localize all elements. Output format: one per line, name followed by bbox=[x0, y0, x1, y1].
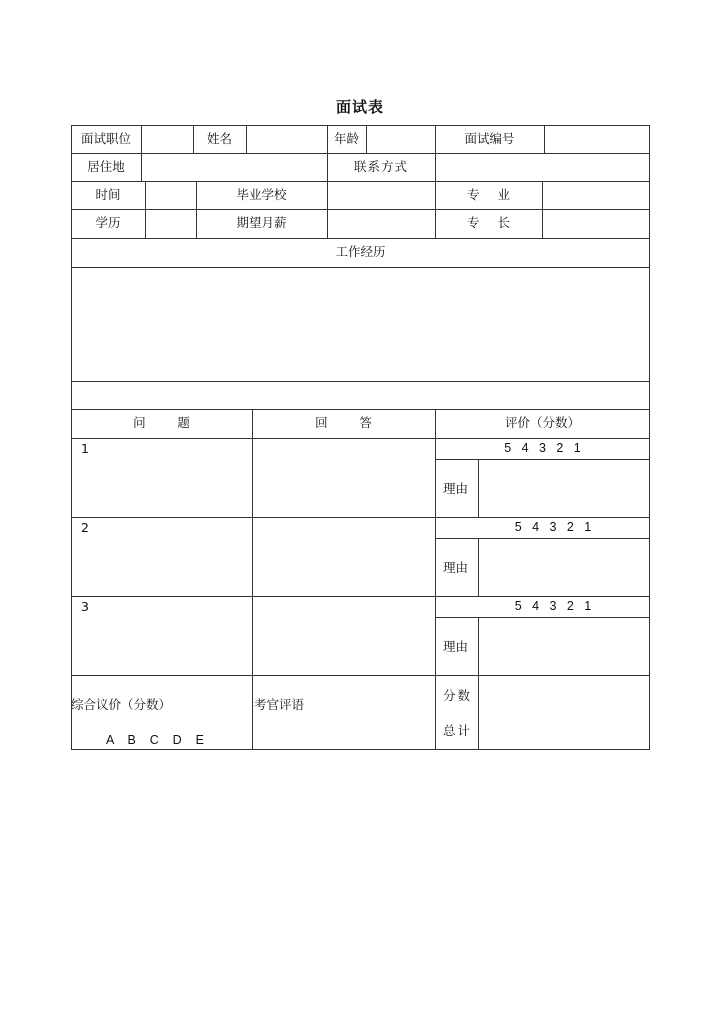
label-school: 毕业学校 bbox=[236, 187, 287, 202]
col-divider bbox=[478, 459, 479, 517]
col-divider bbox=[435, 409, 436, 750]
form-title: 面试表 bbox=[335, 98, 384, 116]
col-divider bbox=[478, 617, 479, 675]
row-divider bbox=[71, 675, 650, 676]
label-reason: 理由 bbox=[443, 639, 469, 654]
header-evaluation: 评价（分数） bbox=[504, 415, 580, 430]
row-divider bbox=[71, 153, 650, 154]
row-divider bbox=[71, 596, 650, 597]
label-major: 专 业 bbox=[467, 187, 510, 202]
label-examiner-comments: 考官评语 bbox=[254, 697, 305, 712]
label-reason: 理由 bbox=[443, 560, 469, 575]
col-divider bbox=[478, 675, 479, 750]
col-divider bbox=[141, 125, 142, 181]
question-number: 1 bbox=[81, 441, 89, 456]
label-score: 分数 bbox=[443, 688, 473, 703]
header-question: 问 题 bbox=[133, 415, 190, 430]
label-reason: 理由 bbox=[443, 481, 469, 496]
row-divider bbox=[71, 267, 650, 268]
label-age: 年龄 bbox=[333, 131, 359, 146]
label-overall-evaluation: 综合议价（分数） bbox=[71, 697, 172, 712]
score-divider bbox=[435, 459, 650, 460]
label-name: 姓名 bbox=[206, 131, 232, 146]
header-answer: 回 答 bbox=[315, 415, 372, 430]
row-divider bbox=[71, 517, 650, 518]
row-divider bbox=[71, 438, 650, 439]
col-divider bbox=[145, 181, 146, 238]
col-divider bbox=[544, 125, 545, 153]
score-scale: 5 4 3 2 1 bbox=[504, 441, 581, 455]
label-specialty: 专 长 bbox=[467, 215, 510, 230]
score-divider bbox=[435, 617, 650, 618]
col-divider bbox=[252, 409, 253, 750]
label-contact: 联系方式 bbox=[353, 159, 408, 174]
score-scale: 5 4 3 2 1 bbox=[514, 599, 592, 613]
score-scale: 5 4 3 2 1 bbox=[514, 520, 592, 534]
label-total: 总计 bbox=[443, 723, 473, 738]
row-divider bbox=[71, 181, 650, 182]
grade-options: A B C D E bbox=[106, 733, 204, 747]
question-number: 2 bbox=[81, 520, 89, 535]
question-number: 3 bbox=[81, 599, 89, 614]
label-position: 面试职位 bbox=[80, 131, 131, 146]
label-work-history: 工作经历 bbox=[335, 244, 386, 259]
score-divider bbox=[435, 538, 650, 539]
label-address: 居住地 bbox=[87, 159, 125, 174]
label-education: 学历 bbox=[95, 215, 121, 230]
col-divider bbox=[542, 181, 543, 238]
label-interview-id: 面试编号 bbox=[464, 131, 515, 146]
row-divider bbox=[71, 238, 650, 239]
row-divider bbox=[71, 381, 650, 382]
col-divider bbox=[478, 538, 479, 596]
col-divider bbox=[327, 181, 328, 238]
row-divider bbox=[71, 209, 650, 210]
label-salary: 期望月薪 bbox=[236, 215, 287, 230]
col-divider bbox=[246, 125, 247, 153]
row-divider bbox=[71, 409, 650, 410]
label-time: 时间 bbox=[95, 187, 121, 202]
col-divider bbox=[366, 125, 367, 153]
